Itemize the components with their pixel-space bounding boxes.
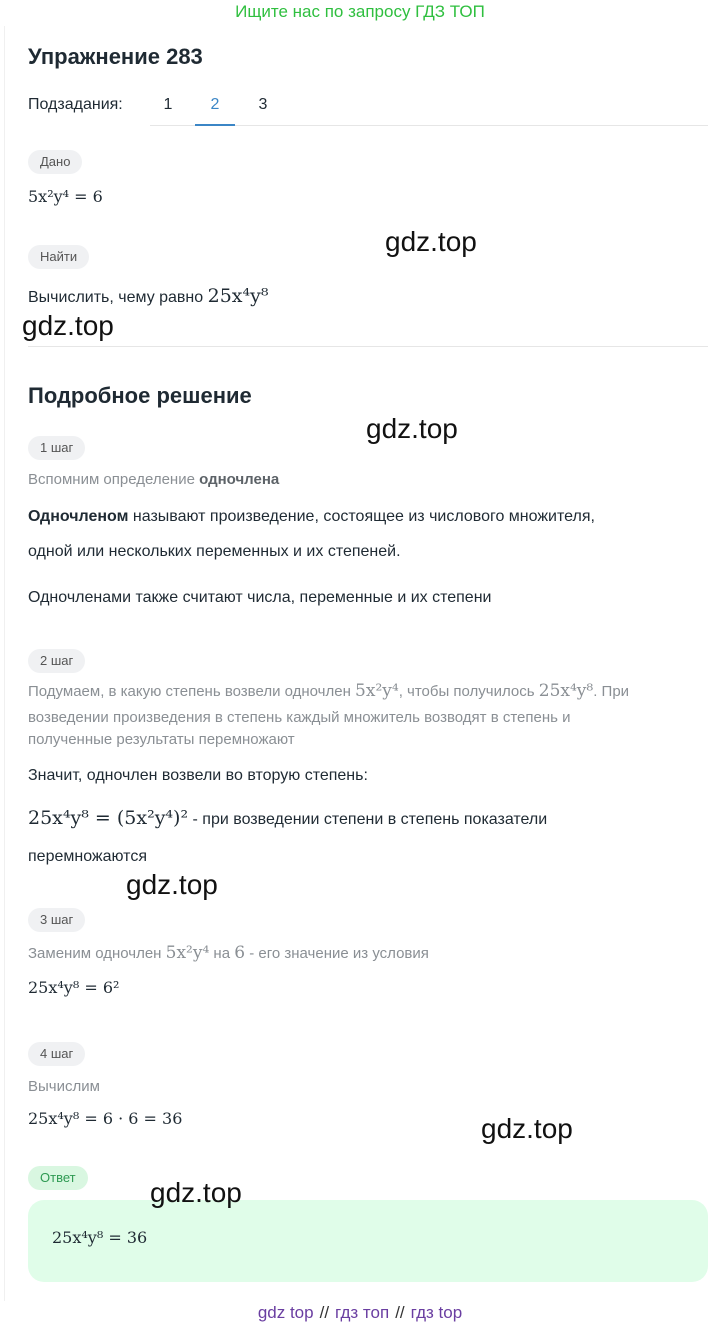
step-3-pill: 3 шаг <box>28 908 85 932</box>
step-2-formula-line <box>28 807 547 829</box>
step-2-hint-line3: полученные результаты перемножают <box>28 731 295 748</box>
step-1-hint-bold: одночлена <box>199 471 280 488</box>
step-2-hint-formula-1: 5x²y⁴ <box>355 681 399 701</box>
step-2-hint-formula-2: 25x⁴y⁸ <box>538 681 594 701</box>
watermark: gdz.top <box>481 1113 573 1144</box>
step-2-pill: 2 шаг <box>28 649 85 673</box>
step-1-def-text: называют произведение, состоящее из числового множителя, <box>128 508 595 525</box>
watermark: gdz.top <box>126 869 218 900</box>
given-pill: Дано <box>28 150 82 174</box>
watermark: gdz.top <box>366 413 458 444</box>
step-1-pill: 1 шаг <box>28 436 85 460</box>
step-3-hint-pre: Заменим одночлен <box>28 945 166 962</box>
section-divider <box>28 346 708 347</box>
footer <box>0 1303 720 1323</box>
step-2-hint-mid: , чтобы получилось <box>398 683 539 700</box>
step-3-hint-mid: на <box>209 945 235 962</box>
step-2-formula-note-cont: перемножаются <box>28 848 147 865</box>
footer-link-gdz-top-ru[interactable]: гдз топ <box>335 1303 390 1322</box>
step-3-formula: 25x⁴y⁸ = 6² <box>28 978 120 997</box>
step-3-hint-post: - его значение из условия <box>245 945 429 962</box>
step-2-hint-line2: возведении произведения в степень каждый множитель возводят в степень и <box>28 709 571 726</box>
subtask-tab-2[interactable]: 2 <box>195 86 235 126</box>
page-title: Упражнение 283 <box>28 44 203 69</box>
step-3-hint-value: 6 <box>234 943 246 963</box>
step-1-definition-cont: одной или нескольких переменных и их степеней. <box>28 543 401 560</box>
step-2-formula: 25x⁴y⁸ = (5x²y⁴)² <box>28 807 189 829</box>
find-line <box>28 285 268 307</box>
step-1-note: Одночленами также считают числа, переменные и их степени <box>28 589 492 606</box>
step-2-hint-line1 <box>28 681 629 701</box>
answer-formula: 25x⁴y⁸ = 36 <box>52 1228 148 1247</box>
step-3-hint-formula: 5x²y⁴ <box>165 943 210 963</box>
step-4-pill: 4 шаг <box>28 1042 85 1066</box>
subtask-tab-1[interactable]: 1 <box>163 96 173 113</box>
find-pill: Найти <box>28 245 89 269</box>
step-4-formula: 25x⁴y⁸ = 6 · 6 = 36 <box>28 1109 183 1128</box>
given-formula: 5x²y⁴ = 6 <box>28 187 103 206</box>
watermark: gdz.top <box>385 226 477 257</box>
footer-link-gdz-top[interactable]: gdz top <box>257 1303 314 1322</box>
find-formula: 25x⁴y⁸ <box>207 285 269 307</box>
subtasks-label: Подзадания: <box>28 96 123 113</box>
step-2-hint-pre: Подумаем, в какую степень возвели одночлен <box>28 683 356 700</box>
step-2-formula-note: - при возведении степени в степень показатели <box>188 811 548 828</box>
step-4-hint: Вычислим <box>28 1078 100 1095</box>
answer-pill: Ответ <box>28 1166 88 1190</box>
step-2-text: Значит, одночлен возвели во вторую степень: <box>28 767 368 784</box>
step-1-hint-text: Вспомним определение <box>28 471 200 488</box>
top-banner[interactable]: Ищите нас по запросу ГДЗ ТОП <box>235 2 485 21</box>
step-1-hint <box>28 471 279 488</box>
watermark: gdz.top <box>150 1177 242 1208</box>
step-2-hint-post: . При <box>593 683 630 700</box>
find-text: Вычислить, чему равно <box>28 289 204 306</box>
step-1-definition <box>28 508 595 526</box>
subtask-tab-3[interactable]: 3 <box>258 96 268 113</box>
footer-separator: // <box>395 1303 405 1322</box>
footer-separator: // <box>319 1303 330 1322</box>
watermark: gdz.top <box>22 310 114 341</box>
solution-title: Подробное решение <box>28 383 252 408</box>
step-3-hint <box>28 943 429 963</box>
footer-link-gdz-top-mixed[interactable]: гдз top <box>410 1303 463 1322</box>
step-1-def-term: Одночленом <box>28 508 129 525</box>
